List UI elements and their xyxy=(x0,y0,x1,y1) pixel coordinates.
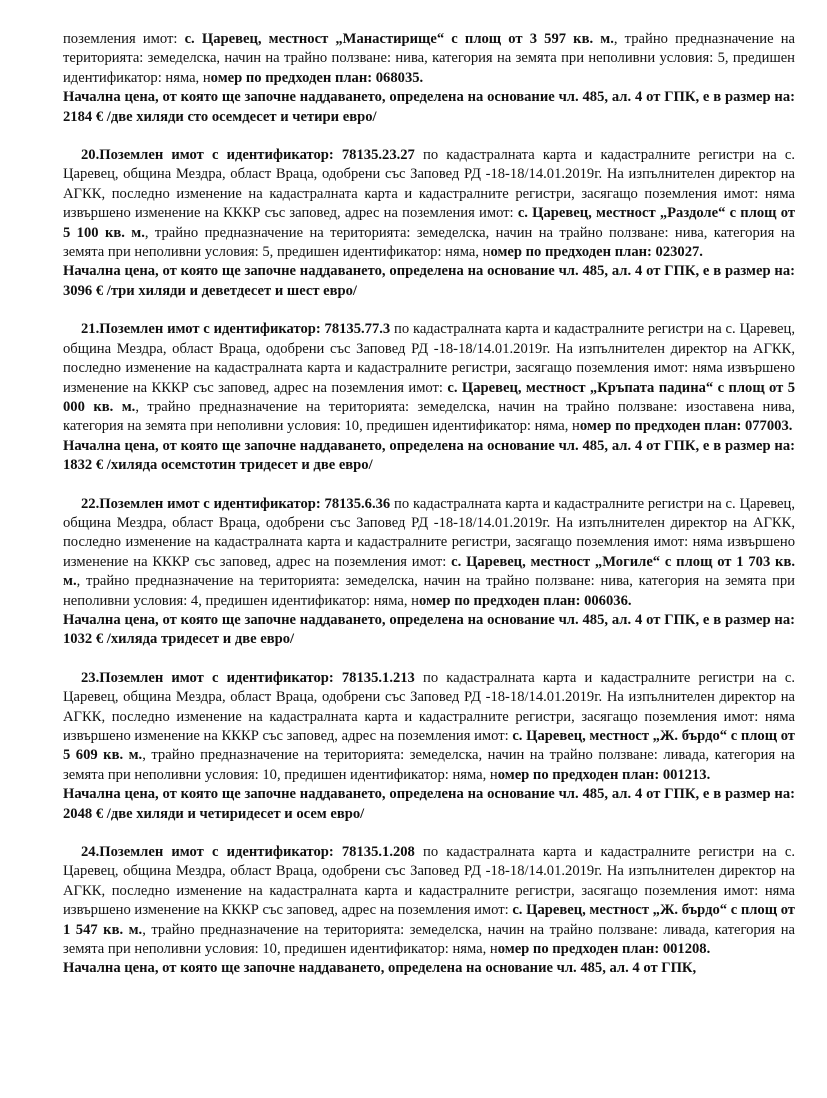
item-body: по кадастралната карта и кадастралните регистри на с. Царевец, община Мездра, област Враца, одобрени със Заповед РД -18-18/14.01.2019г. На изпълнителен директор на АГКК, последно изменение на кадастралната карта и кадастралните регистри, засягащо поземления имот: няма извършено изменение на КККР със заповед, адрес на поземления имот: xyxy=(63,147,795,222)
item-22-paragraph xyxy=(63,495,795,611)
item-21-paragraph xyxy=(63,320,795,436)
item-location: с. Царевец, местност „Раздоле“ с площ от 5 100 кв. м. xyxy=(63,205,795,241)
intro-text: поземления имот: xyxy=(63,31,185,47)
item-tail: , трайно предназначение на територията: земеделска, начин на трайно ползване: изоставена нива, категория на земята при неполивни условия: 10, предишен идентификатор: няма, н xyxy=(63,398,795,435)
item-22-price: Начална цена, от която ще започне наддаването, определена на основание чл. 485, ал. 4 от ГПК, е в размер на: 1032 € /хиляда тридесет и две евро/ xyxy=(63,611,795,648)
item-tail: , трайно предназначение на територията: земеделска, начин на трайно ползване: ливада, категория на земята при неполивни условия: 10, предишен идентификатор: няма, н xyxy=(63,747,795,783)
intro-location: с. Царевец, местност „Манастирище“ с площ от 3 597 кв. м. xyxy=(184,31,614,47)
item-plan-number: омер по предходен план: 077003. xyxy=(579,418,793,435)
item-plan-number: омер по предходен план: 023027. xyxy=(490,244,703,261)
document-page xyxy=(63,30,795,979)
item-location: с. Царевец, местност „Ж. бърдо“ с площ от 5 609 кв. м. xyxy=(63,728,795,764)
item-tail: , трайно предназначение на територията: земеделска, начин на трайно ползване: ливада, категория на земята при неполивни условия: 10, предишен идентификатор: няма, н xyxy=(63,921,795,958)
item-24-paragraph xyxy=(63,843,795,959)
item-20-paragraph xyxy=(63,146,795,262)
item-heading: 20.Поземлен имот с идентификатор: 78135.23.27 xyxy=(81,147,415,164)
item-23-price: Начална цена, от която ще започне наддаването, определена на основание чл. 485, ал. 4 от ГПК, е в размер на: 2048 € /две хиляди и четиридесет и осем евро/ xyxy=(63,786,795,822)
item-23-paragraph xyxy=(63,669,795,785)
item-21-price: Начална цена, от която ще започне наддаването, определена на основание чл. 485, ал. 4 от ГПК, е в размер на: 1832 € /хиляда осемстотин тридесет и две евро/ xyxy=(63,437,795,474)
item-heading: 23.Поземлен имот с идентификатор: 78135.1.213 xyxy=(81,669,415,686)
item-plan-number: омер по предходен план: 001213. xyxy=(497,766,711,783)
item-tail: , трайно предназначение на територията: земеделска, начин на трайно ползване: нива, категория на земята при неполивни условия: 4, предишен идентификатор: няма, н xyxy=(63,573,795,609)
item-body: по кадастралната карта и кадастралните регистри на с. Царевец, община Мездра, област Враца, одобрени със Заповед РД -18-18/14.01.2019г. На изпълнителен директор на АГКК, последно изменение на кадастралната карта и кадастралните регистри, засягащо поземления имот: няма извършено изменение на КККР със заповед, адрес на поземления имот: xyxy=(63,321,795,396)
item-location: с. Царевец, местност „Кръпата падина“ с площ от 5 000 кв. м. xyxy=(63,379,795,415)
intro-plan-number: омер по предходен план: 068035. xyxy=(210,69,424,86)
item-body: по кадастралната карта и кадастралните регистри на с. Царевец, община Мездра, област Враца, одобрени със Заповед РД -18-18/14.01.2019г. На изпълнителен директор на АГКК, последно изменение на кадастралната карта и кадастралните регистри, засягащо поземления имот: няма извършено изменение на КККР със заповед, адрес на поземления имот: xyxy=(63,844,795,919)
item-heading: 22.Поземлен имот с идентификатор: 78135.6.36 xyxy=(81,495,391,512)
item-heading: 21.Поземлен имот с идентификатор: 78135.77.3 xyxy=(81,321,391,338)
item-20-price: Начална цена, от която ще започне наддаването, определена на основание чл. 485, ал. 4 от ГПК, е в размер на: 3096 € /три хиляди и деветдесет и шест евро/ xyxy=(63,263,795,299)
item-body: по кадастралната карта и кадастралните регистри на с. Царевец, община Мездра, област Враца, одобрени със Заповед РД -18-18/14.01.2019г. На изпълнителен директор на АГКК, последно изменение на кадастралната карта и кадастралните регистри, засягащо поземления имот: няма извършено изменение на КККР със заповед, адрес на поземления имот: xyxy=(63,669,795,744)
item-plan-number: омер по предходен план: 001208. xyxy=(497,941,711,958)
item-heading: 24.Поземлен имот с идентификатор: 78135.1.208 xyxy=(81,844,415,861)
item-plan-number: омер по предходен план: 006036. xyxy=(419,592,632,609)
item-tail: , трайно предназначение на територията: земеделска, начин на трайно ползване: нива, категория на земята при неполивни условия: 5, предишен идентификатор: няма, н xyxy=(63,224,795,261)
intro-price: Начална цена, от която ще започне наддаването, определена на основание чл. 485, ал. 4 от ГПК, е в размер на: 2184 € /две хиляди сто осемдесет и четири евро/ xyxy=(63,89,795,125)
intro-paragraph xyxy=(63,30,795,88)
item-24-price: Начална цена, от която ще започне наддаването, определена на основание чл. 485, ал. 4 от ГПК, xyxy=(63,960,697,977)
item-body: по кадастралната карта и кадастралните регистри на с. Царевец, община Мездра, област Враца, одобрени със Заповед РД -18-18/14.01.2019г. На изпълнителен директор на АГКК, последно изменение на кадастралната карта и кадастралните регистри, засягащо поземления имот: няма извършено изменение на КККР със заповед, адрес на поземления имот: xyxy=(63,495,795,570)
item-location: с. Царевец, местност „Могиле“ с площ от 1 703 кв. м. xyxy=(63,553,795,590)
item-location: с. Царевец, местност „Ж. бърдо“ с площ от 1 547 кв. м. xyxy=(63,902,795,938)
intro-text-tail: , трайно предназначение на територията: земеделска, начин на трайно ползване: нива, категория на земята при неполивни условия: 5, предишен идентификатор: няма, н xyxy=(63,31,795,86)
